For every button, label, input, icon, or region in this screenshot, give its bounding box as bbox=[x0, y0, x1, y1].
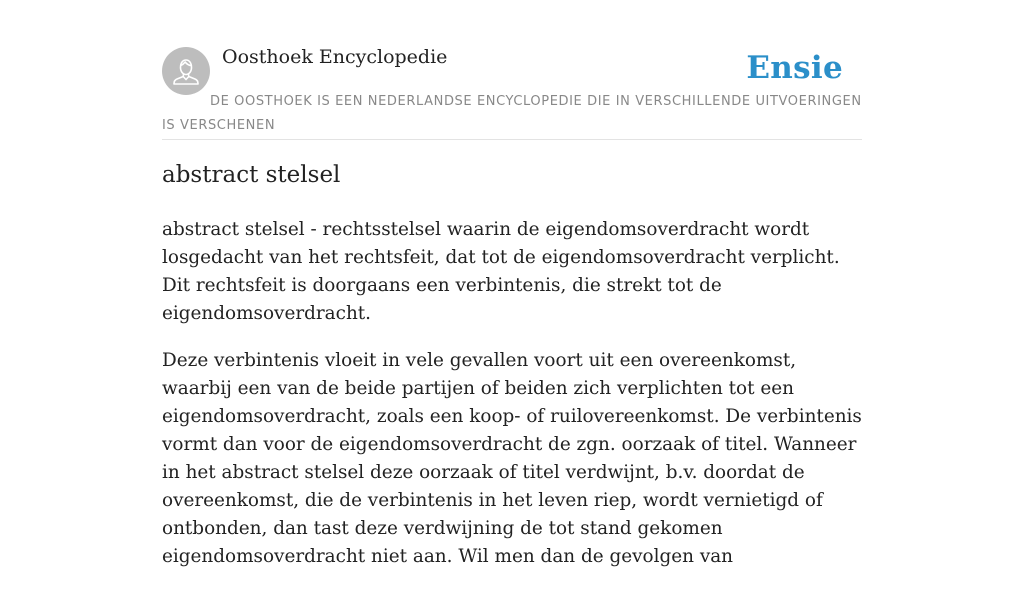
article-body bbox=[162, 216, 862, 590]
article-paragraph: abstract stelsel - rechtsstelsel waarin de eigendomsoverdracht wordt losgedacht van het rechtsfeit, dat tot de eigendomsoverdracht verplicht. Dit rechtsfeit is doorgaans een verbintenis, die strekt tot de eigendomsoverdracht. bbox=[162, 219, 840, 324]
article-paragraph: Deze verbintenis vloeit in vele gevallen voort uit een overeenkomst, waarbij een van de beide partijen of beiden zich verplichten tot een eigendomsoverdracht, zoals een koop- of ruilovereenkomst. De verbintenis vormt dan voor de eigendomsoverdracht de zgn. oorzaak of titel. Wanneer in het abstract stelsel deze oorzaak of titel verdwijnt, b.v. doordat de overeenkomst, die de verbintenis in het leven riep, wordt vernietigd of ontbonden, dan tast deze verdwijning de tot stand gekomen eigendomsoverdracht niet aan. Wil men dan de gevolgen van bbox=[162, 350, 862, 567]
brand-logo[interactable]: Ensie bbox=[746, 50, 843, 86]
source-header bbox=[162, 0, 862, 140]
source-description: DE OOSTHOEK IS EEN NEDERLANDSE ENCYCLOPEDIE DIE IN VERSCHILLENDE UITVOERINGEN IS VERSCHENEN bbox=[162, 94, 862, 133]
page bbox=[162, 0, 862, 567]
source-name[interactable]: Oosthoek Encyclopedie bbox=[222, 46, 448, 68]
article-title: abstract stelsel bbox=[162, 162, 341, 188]
user-silhouette-icon bbox=[162, 47, 210, 95]
source-avatar[interactable] bbox=[162, 47, 210, 95]
